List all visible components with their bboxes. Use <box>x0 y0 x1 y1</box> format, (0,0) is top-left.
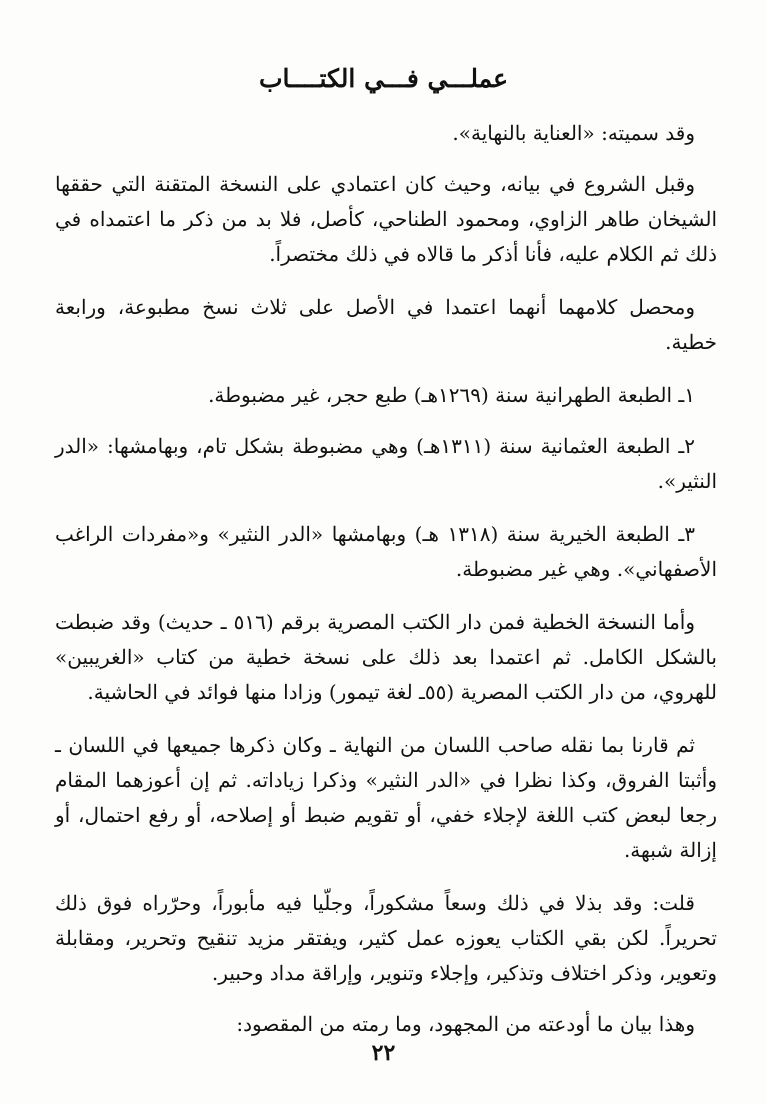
page-body <box>55 116 717 1060</box>
page-number: ٢٢ <box>371 1040 396 1066</box>
page-title: عملـــي فـــي الكتــــاب <box>259 64 508 93</box>
paragraph-6: قلت: وقد بذلا في ذلك وسعاً مشكوراً، وجلّيا فيه مأبوراً، وحرّراه فوق ذلك تحريراً. لكن بقي الكتاب يعوزه عمل كثير، ويفتقر مزيد تنقيح وتحرير، ومقابلة وتعوير، وذكر اختلاف وتذكير، وإجلاء وتنوير، وإراقة مداد وحبير. <box>55 891 717 985</box>
paragraph-2: وقبل الشروع في بيانه، وحيث كان اعتمادي على النسخة المتقنة التي حققها الشيخان طاهر الزاوي، ومحمود الطناحي، كأصل، فلا بد من ذكر ما اعتمداه في ذلك ثم الكلام عليه، فأنا أذكر ما قالاه في ذلك مختصراً. <box>55 172 717 266</box>
list-item-3: ٣ـ الطبعة الخيرية سنة (١٣١٨ هـ) وبهامشها «الدر النثير» و«مفردات الراغب الأصفهاني». وهي غير مضبوطة. <box>55 522 717 581</box>
paragraph-3: ومحصل كلامهما أنهما اعتمدا في الأصل على ثلاث نسخ مطبوعة، ورابعة خطية. <box>55 295 717 354</box>
paragraph-5: ثم قارنا بما نقله صاحب اللسان من النهاية ـ وكان ذكرها جميعها في اللسان ـ وأثبتا الفروق، وكذا نظرا في «الدر النثير» وذكرا زياداته. ثم إن أعوزهما المقام رجعا لبعض كتب اللغة لإجلاء خفي، أو تقويم ضبط أو إصلاحه، أو رفع احتمال، أو إزالة شبهة. <box>55 733 717 862</box>
list-item-1: ١ـ الطبعة الطهرانية سنة (١٢٦٩هـ) طبع حجر، غير مضبوطة. <box>208 383 695 407</box>
paragraph-1: وقد سميته: «العناية بالنهاية». <box>452 121 695 145</box>
paragraph-4: وأما النسخة الخطية فمن دار الكتب المصرية برقم (٥١٦ ـ حديث) وقد ضبطت بالشكل الكامل. ثم اعتمدا بعد ذلك على نسخة خطية من كتاب «الغريبين» للهروي، من دار الكتب المصرية (٥٥ـ لغة تيمور) وزادا منها فوائد في الحاشية. <box>55 610 717 704</box>
paragraph-7: وهذا بيان ما أودعته من المجهود، وما رمته من المقصود: <box>236 1012 695 1036</box>
list-item-2: ٢ـ الطبعة العثمانية سنة (١٣١١هـ) وهي مضبوطة بشكل تام، وبهامشها: «الدر النثير». <box>55 434 717 493</box>
